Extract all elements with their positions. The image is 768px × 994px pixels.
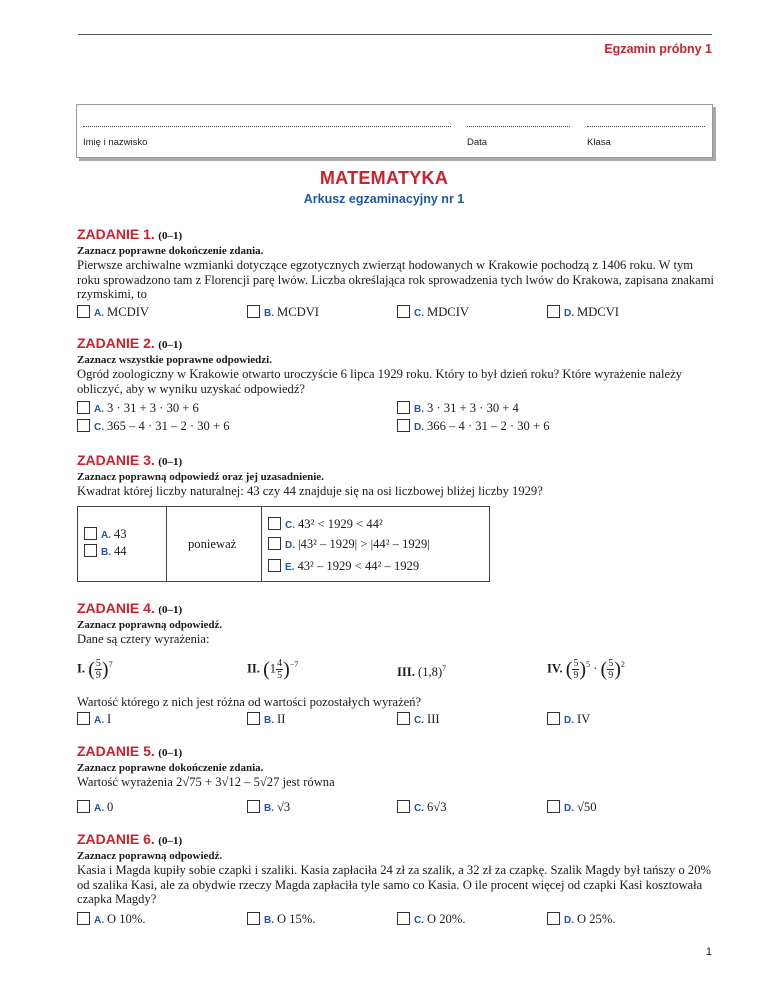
- checkbox[interactable]: [397, 305, 410, 318]
- task-5-points: (0–1): [158, 747, 183, 759]
- task-2-text: Ogród zoologiczny w Krakowie otwarto uroczyście 6 lipca 1929 roku. Który to był dzień roku? Które wyrażenie należy obliczyć, aby w wyniku uzyskać odpowiedź?: [77, 367, 682, 396]
- checkbox[interactable]: [547, 912, 560, 925]
- task-4-points: (0–1): [158, 604, 183, 616]
- task-1-heading: [77, 226, 717, 244]
- task-4-heading: [77, 600, 717, 618]
- task-2: [77, 335, 717, 396]
- task-6-option-a[interactable]: A. O 10%.: [77, 912, 145, 928]
- task-2-option-a[interactable]: A. 3 · 31 + 3 · 30 + 6: [77, 401, 199, 417]
- task-6-instruction: Zaznacz poprawną odpowiedź.: [77, 850, 223, 862]
- task-5-option-b[interactable]: B. √3: [247, 800, 290, 816]
- task-1-name: ZADANIE 1.: [77, 226, 155, 242]
- task-5-heading: [77, 743, 717, 761]
- checkbox[interactable]: [397, 401, 410, 414]
- page-number: 1: [705, 946, 712, 958]
- task-3-instruction: Zaznacz poprawną odpowiedź oraz jej uzasadnienie.: [77, 471, 324, 483]
- task-1-option-b[interactable]: B. MCDVI: [247, 305, 319, 321]
- task-1: [77, 226, 717, 302]
- task-3-reason-e[interactable]: E. 43² – 1929 < 44² – 1929: [268, 559, 419, 575]
- checkbox[interactable]: [77, 401, 90, 414]
- checkbox[interactable]: [77, 305, 90, 318]
- class-line[interactable]: [587, 126, 705, 127]
- task-1-text: Pierwsze archiwalne wzmianki dotyczące egzotycznych zwierząt hodowanych w Krakowie pochodzą z 1406 roku. W tym roku sprowadzono tam z Florencji parę lwów. Liczba określająca rok sprowadzenia tych lwów do Krakowa, zapisana znakami rzymskimi, to: [77, 258, 715, 301]
- checkbox[interactable]: [84, 527, 97, 540]
- task-4: [77, 600, 717, 647]
- expression-4: IV. ( $\frac{5}{9}$ )$^5$ · ( $\frac{5}{9}$ )$^2$: [547, 658, 625, 681]
- task-1-instruction: Zaznacz poprawne dokończenie zdania.: [77, 245, 264, 257]
- task-2-option-b[interactable]: B. 3 · 31 + 3 · 30 + 4: [397, 401, 519, 417]
- task-4-name: ZADANIE 4.: [77, 600, 155, 616]
- task-4-text: Dane są cztery wyrażenia:: [77, 632, 210, 646]
- task-5-expression: 2√75 + 3√12 – 5√27: [176, 775, 280, 789]
- task-5-option-a[interactable]: A. 0: [77, 800, 113, 816]
- table-divider: [261, 507, 262, 581]
- task-4-option-a[interactable]: A. I: [77, 712, 111, 728]
- task-3: [77, 452, 717, 499]
- task-6: [77, 831, 717, 907]
- checkbox[interactable]: [247, 305, 260, 318]
- task-2-name: ZADANIE 2.: [77, 335, 155, 351]
- checkbox[interactable]: [247, 712, 260, 725]
- student-id-box: [76, 104, 713, 158]
- task-1-points: (0–1): [158, 230, 183, 242]
- checkbox[interactable]: [397, 419, 410, 432]
- task-6-option-b[interactable]: B. O 15%.: [247, 912, 315, 928]
- task-3-name: ZADANIE 3.: [77, 452, 155, 468]
- task-3-reason-d[interactable]: D. |43² – 1929| > |44² – 1929|: [268, 537, 430, 553]
- date-label: Data: [467, 137, 488, 148]
- checkbox[interactable]: [84, 544, 97, 557]
- task-6-option-d[interactable]: D. O 25%.: [547, 912, 615, 928]
- checkbox[interactable]: [268, 559, 281, 572]
- task-1-option-d[interactable]: D. MDCVI: [547, 305, 619, 321]
- header-rule: [78, 34, 712, 35]
- checkbox[interactable]: [247, 800, 260, 813]
- checkbox[interactable]: [547, 305, 560, 318]
- checkbox[interactable]: [77, 800, 90, 813]
- task-3-points: (0–1): [158, 456, 183, 468]
- task-3-answer-table: [77, 506, 490, 582]
- task-2-option-c[interactable]: C. 365 – 4 · 31 – 2 · 30 + 6: [77, 419, 230, 435]
- task-5-option-d[interactable]: D. √50: [547, 800, 597, 816]
- task-2-heading: [77, 335, 717, 353]
- checkbox[interactable]: [247, 912, 260, 925]
- task-3-answer-b[interactable]: B. 44: [84, 544, 127, 560]
- task-2-points: (0–1): [158, 339, 183, 351]
- expression-3: III. $(1,8)^7$: [397, 664, 447, 680]
- task-4-instruction: Zaznacz poprawną odpowiedź.: [77, 619, 223, 631]
- task-6-text: Kasia i Magda kupiły sobie czapki i szaliki. Kasia zapłaciła 24 zł za szalik, a 32 zł za czapkę. Szalik Magdy był tańszy o 20% od szalika Kasi, ale za obydwie rzeczy Magda zapłaciła tyle samo co Kasia. O ile procent więcej od czapki Kasi kosztowała czapka Magdy?: [77, 863, 712, 906]
- checkbox[interactable]: [77, 712, 90, 725]
- task-5: [77, 743, 717, 790]
- task-4-option-b[interactable]: B. II: [247, 712, 285, 728]
- checkbox[interactable]: [397, 800, 410, 813]
- expression-1: I. ( $\frac{5}{9}$ )$^7$: [77, 658, 113, 681]
- task-5-name: ZADANIE 5.: [77, 743, 155, 759]
- checkbox[interactable]: [547, 712, 560, 725]
- checkbox[interactable]: [77, 419, 90, 432]
- task-3-answer-a[interactable]: A. 43: [84, 527, 127, 543]
- name-line[interactable]: [83, 126, 451, 127]
- task-6-heading: [77, 831, 717, 849]
- task-4-option-d[interactable]: D. IV: [547, 712, 590, 728]
- table-divider: [166, 507, 167, 581]
- page-title: MATEMATYKA: [319, 168, 449, 188]
- page-subtitle: Arkusz egzaminacyjny nr 1: [303, 192, 465, 206]
- because-label: ponieważ: [188, 537, 237, 551]
- task-2-instruction: Zaznacz wszystkie poprawne odpowiedzi.: [77, 354, 272, 366]
- checkbox[interactable]: [77, 912, 90, 925]
- task-4-option-c[interactable]: C. III: [397, 712, 440, 728]
- date-line[interactable]: [467, 126, 570, 127]
- checkbox[interactable]: [397, 912, 410, 925]
- task-2-option-d[interactable]: D. 366 – 4 · 31 – 2 · 30 + 6: [397, 419, 550, 435]
- task-5-text: Wartość wyrażenia 2√75 + 3√12 – 5√27 jest równa: [77, 775, 335, 789]
- task-4-question: Wartość którego z nich jest różna od wartości pozostałych wyrażeń?: [77, 695, 422, 709]
- class-label: Klasa: [587, 137, 611, 148]
- checkbox[interactable]: [268, 537, 281, 550]
- exam-label: Egzamin próbny 1: [604, 42, 712, 56]
- task-1-option-c[interactable]: C. MDCIV: [397, 305, 469, 321]
- task-6-name: ZADANIE 6.: [77, 831, 155, 847]
- task-3-heading: [77, 452, 717, 470]
- task-6-points: (0–1): [158, 835, 183, 847]
- task-5-instruction: Zaznacz poprawne dokończenie zdania.: [77, 762, 264, 774]
- task-3-text: Kwadrat której liczby naturalnej: 43 czy 44 znajduje się na osi liczbowej bliżej liczby 1929?: [77, 484, 543, 498]
- checkbox[interactable]: [397, 712, 410, 725]
- name-label: Imię i nazwisko: [83, 137, 148, 148]
- expression-2: II. (1 $\frac{4}{5}$ )$^{-7}$: [247, 658, 299, 681]
- checkbox[interactable]: [547, 800, 560, 813]
- checkbox[interactable]: [268, 517, 281, 530]
- task-6-option-c[interactable]: C. O 20%.: [397, 912, 465, 928]
- task-3-reason-c[interactable]: C. 43² < 1929 < 44²: [268, 517, 383, 533]
- task-5-option-c[interactable]: C. 6√3: [397, 800, 447, 816]
- task-1-option-a[interactable]: A. MCDIV: [77, 305, 149, 321]
